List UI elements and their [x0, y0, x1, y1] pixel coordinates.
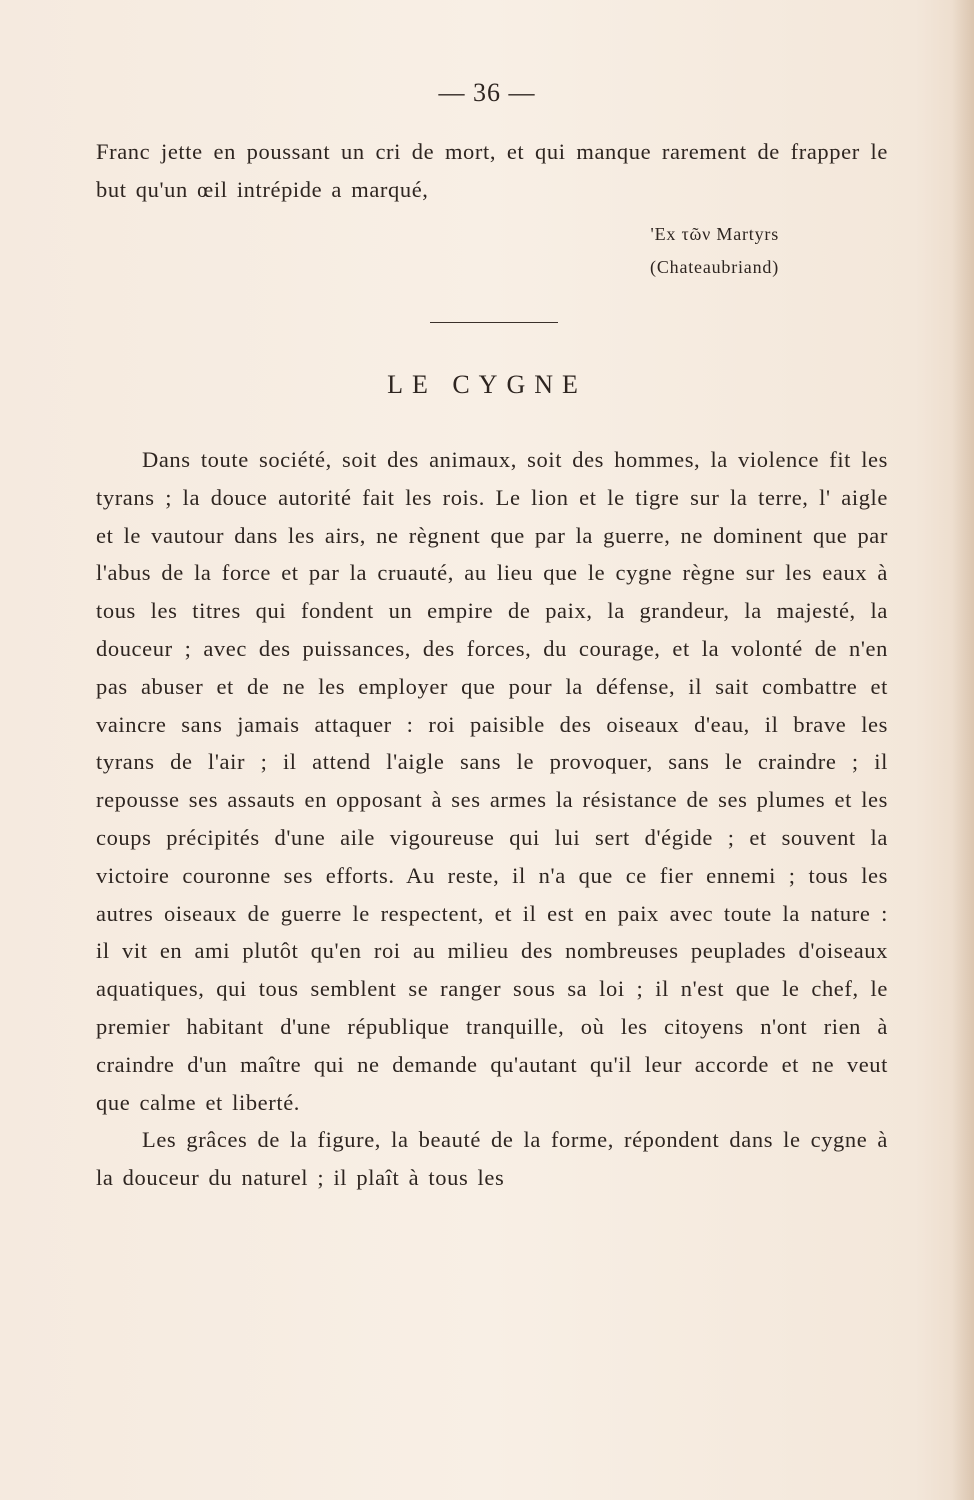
quote-source-author: (Chateaubriand)	[650, 257, 779, 277]
page-number: — 36 —	[438, 78, 536, 107]
body-paragraph-1: Dans toute société, soit des animaux, soit des hommes, la violence fit les tyrans ; la douce autorité fait les rois. Le lion et le tigre sur la terre, l' aigle et le vautour dans les airs, ne règnent que par la guerre, ne dominent que par l'abus de la force et par la cruauté, au lieu que le cygne règne sur les eaux à tous les titres qui fondent un empire de paix, la grandeur, la majesté, la douceur ; avec des puissances, des forces, du courage, et la volonté de n'en pas abuser et de ne les employer que pour la défense, il sait combattre et vaincre sans jamais attaquer : roi paisible des oiseaux d'eau, il brave les tyrans de l'air ; il attend l'aigle sans le provoquer, sans le craindre ; il repousse ses assauts en opposant à ses armes la résistance de ses plumes et les coups précipités d'une aile vigoureuse qui lui sert d'égide ; et souvent la victoire couronne ses efforts. Au reste, il n'a que ce fier ennemi ; tous les autres oiseaux de guerre le respectent, et il est en paix avec toute la nature : il vit en ami plutôt qu'en roi au milieu des nombreuses peuplades d'oiseaux aquatiques, qui tous semblent se ranger sous sa loi ; il n'est que le chef, le premier habitant d'une république tranquille, où les citoyens n'ont rien à craindre d'un maître qui ne demande qu'autant qu'il leur accorde et ne veut que calme et liberté.	[96, 447, 888, 1115]
quote-paragraph: Franc jette en poussant un cri de mort, et qui manque rarement de frapper le but qu'un œil intrépide a marqué,	[96, 139, 888, 202]
chapter-title: LE CYGNE	[387, 370, 587, 399]
page-edge-shadow	[952, 0, 974, 1500]
quote-source-title: 'Ex τῶν Martyrs	[650, 224, 779, 244]
body-paragraph-2: Les grâces de la figure, la beauté de la forme, répondent dans le cygne à la douceur du naturel ; il plaît à tous les	[96, 1127, 888, 1191]
chapter-body	[96, 441, 888, 1197]
section-divider	[430, 322, 558, 323]
